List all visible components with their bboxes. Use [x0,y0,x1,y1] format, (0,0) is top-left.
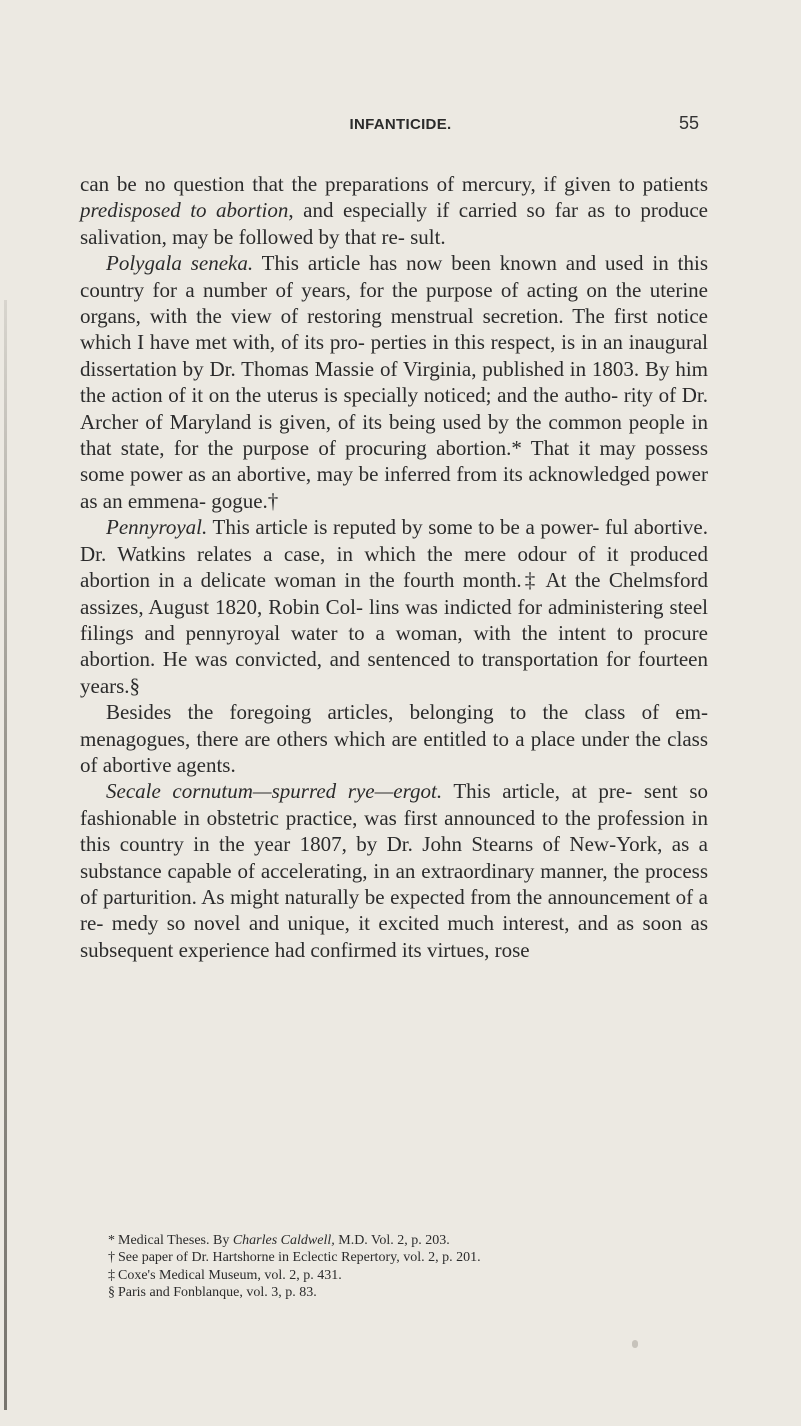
running-header [0,113,801,138]
paragraph-pennyroyal: Pennyroyal. This article is reputed by some to be a power- ful abortive. Dr. Watkins relates a case, in which the mere odour of it produced abortion in a delicate woman in the fourth month.‡ At the Chelmsford assizes, August 1820, Robin Col- lins was indicted for administering steel filings and pennyroyal water to a woman, with the intent to procure abortion. He was convicted, and sentenced to transportation for fourteen years.§ [80,515,708,698]
page-spine-shadow [4,300,7,1410]
running-title: INFANTICIDE. [349,116,452,133]
footnote: † See paper of Dr. Hartshorne in Eclectic Repertory, vol. 2, p. 201. [108,1250,481,1266]
paragraph-mercury: can be no question that the preparations of mercury, if given to patients predisposed to abortion, and especially if carried so far as to produce salivation, may be followed by that re- sult. [80,172,709,249]
page-number: 55 [678,113,699,133]
footnote: § Paris and Fonblanque, vol. 3, p. 83. [108,1285,317,1301]
ink-smudge [632,1340,638,1348]
body-text [80,171,708,963]
footnote: * Medical Theses. By Charles Caldwell, M.D. Vol. 2, p. 203. [108,1233,450,1248]
paragraph-ergot: Secale cornutum—spurred rye—ergot. This article, at pre- sent so fashionable in obstetric practice, was first announced to the profession in this country in the year 1807, by Dr. John Stearns of New-York, as a substance capable of accelerating, in an extraordinary manner, the process of parturition. As might naturally be expected from the announcement of a re- medy so novel and unique, it excited much interest, and as soon as subsequent experience had confirmed its virtues, rose [80,779,708,962]
italic-heading: Pennyroyal. [106,515,208,540]
italic-phrase: predisposed to abortion [80,198,289,223]
footnotes [108,1232,748,1302]
paragraph-polygala: Polygala seneka. This article has now been known and used in this country for a number of years, for the purpose of acting on the uterine organs, with the view of restoring menstrual secretion. The first notice which I have met with, of its pro- perties in this respect, is in an inaugural dissertation by Dr. Thomas Massie of Virginia, published in 1803. By him the action of it on the uterus is specially noticed; and the autho- rity of Dr. Archer of Maryland is given, of its being used by the common people in that state, for the purpose of procuring abortion.* That it may possess some power as an abortive, may be inferred from its acknowledged power as an emmena- gogue.† [80,251,708,513]
paragraph-emmenagogues: Besides the foregoing articles, belonging to the class of em- menagogues, there are others which are entitled to a place under the class of abortive agents. [80,700,708,777]
italic-heading: Polygala seneka. [106,251,254,276]
italic-heading: Secale cornutum—spurred rye—ergot. [106,779,443,804]
footnote: ‡ Coxe's Medical Museum, vol. 2, p. 431. [108,1267,342,1283]
